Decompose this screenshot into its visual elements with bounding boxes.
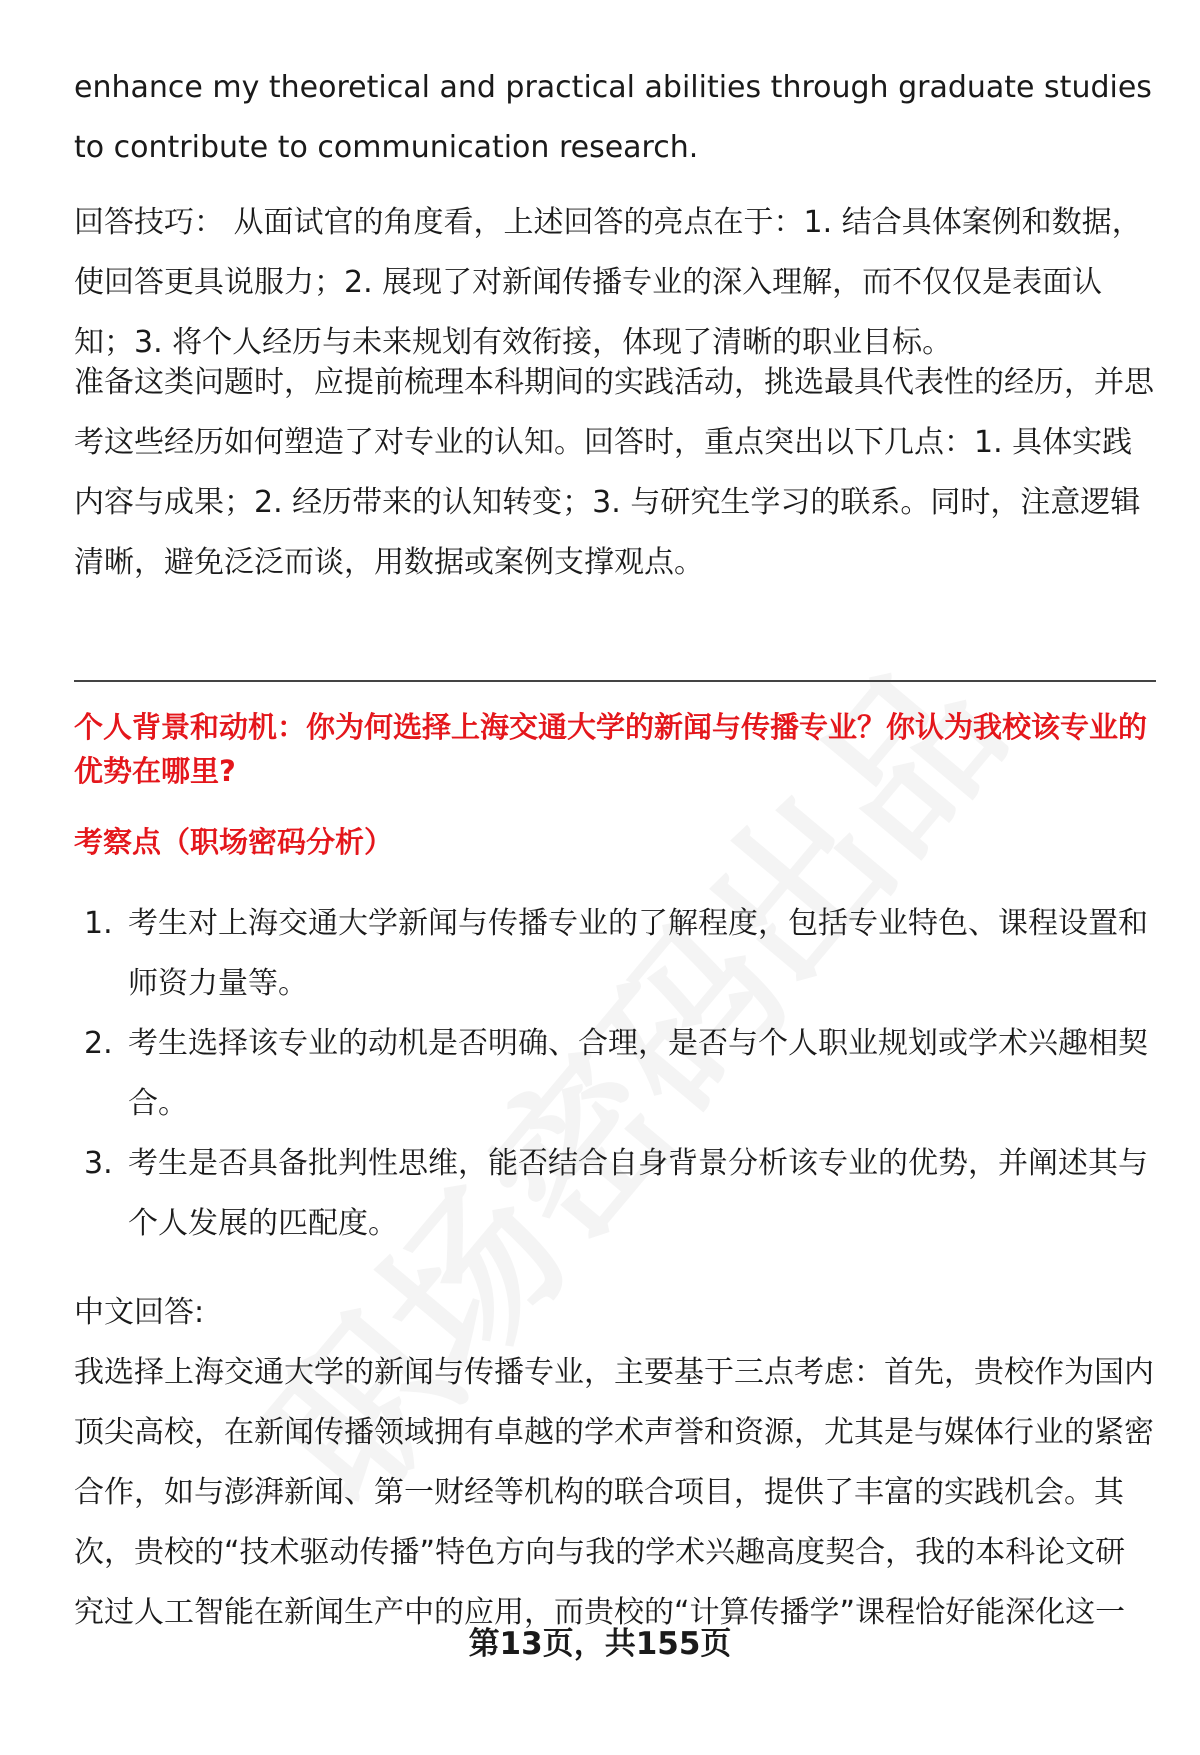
list-item <box>84 894 1154 1014</box>
list-text: 考生对上海交通大学新闻与传播专业的了解程度，包括专业特色、课程设置和师资力量等。 <box>128 906 1148 1001</box>
intro-paragraph-en: enhance my theoretical and practical abilities through graduate studies to contribute to communication research. <box>74 70 1152 165</box>
answer-label: 中文回答: <box>74 1295 205 1330</box>
list-number: 1. <box>84 906 113 941</box>
list-text: 考生是否具备批判性思维，能否结合自身背景分析该专业的优势，并阐述其与个人发展的匹配度。 <box>128 1146 1148 1241</box>
answer-paragraph: 我选择上海交通大学的新闻与传播专业，主要基于三点考虑：首先，贵校作为国内顶尖高校，在新闻传播领域拥有卓越的学术声誉和资源，尤其是与媒体行业的紧密合作，如与澎湃新闻、第一财经等机构的联合项目，提供了丰富的实践机会。其次，贵校的“技术驱动传播”特色方向与我的学术兴趣高度契合，我的本科论文研究过人工智能在新闻生产中的应用，而贵校的“计算传播学”课程恰好能深化这一 <box>74 1355 1154 1630</box>
tips-paragraph: 回答技巧： 从面试官的角度看，上述回答的亮点在于：1. 结合具体案例和数据，使回答更具说服力；2. 展现了对新闻传播专业的深入理解，而不仅仅是表面认知；3. 将个人经历与未来规划有效衔接，体现了清晰的职业目标。 <box>74 205 1142 360</box>
section-divider <box>74 680 1156 682</box>
list-number: 2. <box>84 1026 113 1061</box>
focus-heading: 考察点（职场密码分析） <box>74 825 394 859</box>
question-heading: 个人背景和动机：你为何选择上海交通大学的新闻与传播专业？你认为我校该专业的优势在哪里? <box>74 710 1148 788</box>
list-item <box>84 1134 1154 1254</box>
list-text: 考生选择该专业的动机是否明确、合理，是否与个人职业规划或学术兴趣相契合。 <box>128 1026 1148 1121</box>
list-item <box>84 1014 1154 1134</box>
page-footer: 第13页，共155页 <box>468 1626 732 1662</box>
list-number: 3. <box>84 1146 113 1181</box>
preparation-paragraph: 准备这类问题时，应提前梳理本科期间的实践活动，挑选最具代表性的经历，并思考这些经历如何塑造了对专业的认知。回答时，重点突出以下几点：1. 具体实践内容与成果；2. 经历带来的认知转变；3. 与研究生学习的联系。同时，注意逻辑清晰，避免泛泛而谈，用数据或案例支撑观点。 <box>74 365 1154 580</box>
focus-list <box>84 894 1154 1254</box>
